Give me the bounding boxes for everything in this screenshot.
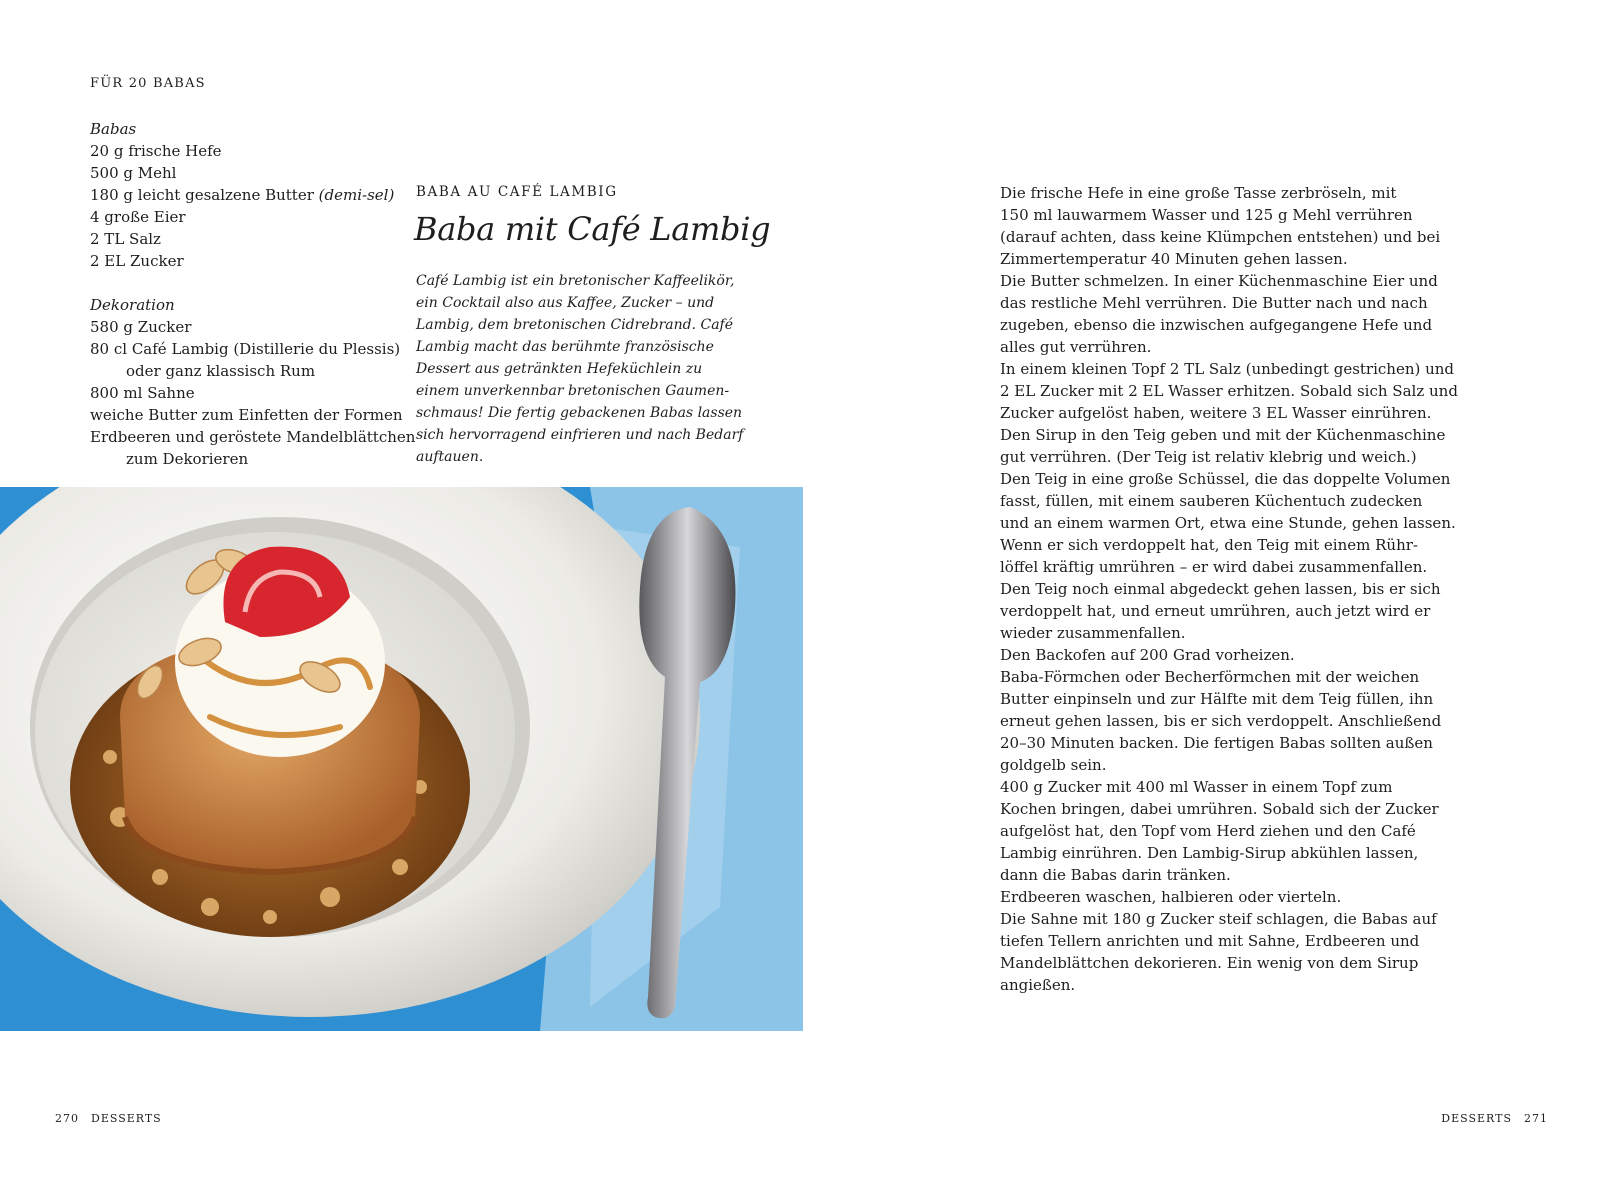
ingredient-item: 2 EL Zucker [90, 252, 184, 270]
method-line: 400 g Zucker mit 400 ml Wasser in einem Topf zum [1000, 778, 1393, 796]
method-line: Zucker aufgelöst haben, weitere 3 EL Wasser einrühren. [1000, 404, 1432, 422]
ingredient-item-continued: zum Dekorieren [126, 450, 249, 468]
method-line: löffel kräftig umrühren – er wird dabei zusammenfallen. [1000, 558, 1428, 576]
page-number-right: 271 [1524, 1112, 1548, 1125]
ingredient-item: weiche Butter zum Einfetten der Formen [90, 406, 403, 424]
method-line: Die frische Hefe in eine große Tasse zerbröseln, mit [1000, 184, 1397, 202]
intro-line: Café Lambig ist ein bretonischer Kaffeelikör, [416, 273, 735, 289]
ingredient-item-continued: oder ganz klassisch Rum [126, 362, 316, 380]
method-line: alles gut verrühren. [1000, 338, 1152, 356]
page-number-left: 270 [55, 1112, 79, 1125]
recipe-title: Baba mit Café Lambig [414, 210, 771, 248]
recipe-kicker: BABA AU CAFÉ LAMBIG [416, 184, 618, 200]
method-line: Zimmertemperatur 40 Minuten gehen lassen. [1000, 250, 1348, 268]
group-title-dekoration: Dekoration [90, 296, 175, 314]
method-line: Den Teig noch einmal abgedeckt gehen lassen, bis er sich [1000, 580, 1441, 598]
intro-line: Dessert aus getränkten Hefeküchlein zu [416, 361, 703, 377]
method-line: Lambig einrühren. Den Lambig-Sirup abkühlen lassen, [1000, 844, 1419, 862]
intro-line: einem unverkennbar bretonischen Gaumen- [416, 383, 730, 399]
method-line: Die Butter schmelzen. In einer Küchenmaschine Eier und [1000, 272, 1438, 290]
method-line: 150 ml lauwarmem Wasser und 125 g Mehl verrühren [1000, 206, 1413, 224]
method-line: angießen. [1000, 976, 1076, 994]
ingredient-item: 4 große Eier [90, 208, 186, 226]
method-line: goldgelb sein. [1000, 756, 1107, 774]
ingredient-item: 2 TL Salz [90, 230, 161, 248]
method-line: Kochen bringen, dabei umrühren. Sobald sich der Zucker [1000, 800, 1439, 818]
baba-photo [0, 487, 803, 1031]
method-line: wieder zusammenfallen. [1000, 624, 1186, 642]
method-line: Wenn er sich verdoppelt hat, den Teig mit einem Rühr- [1000, 536, 1418, 554]
ingredient-item: Erdbeeren und geröstete Mandelblättchen [90, 428, 416, 446]
method-line: Erdbeeren waschen, halbieren oder vierteln. [1000, 888, 1342, 906]
method-line: erneut gehen lassen, bis er sich verdoppelt. Anschließend [1000, 712, 1442, 730]
method-line: 20–30 Minuten backen. Die fertigen Babas sollten außen [1000, 734, 1433, 752]
method-line: zugeben, ebenso die inzwischen aufgegangene Hefe und [1000, 316, 1433, 334]
intro-line: schmaus! Die fertig gebackenen Babas lassen [416, 405, 743, 421]
ingredient-item: 20 g frische Hefe [90, 142, 222, 160]
method-line: Baba-Förmchen oder Becherförmchen mit der weichen [1000, 668, 1420, 686]
section-name-left: DESSERTS [91, 1112, 162, 1125]
method-line: Die Sahne mit 180 g Zucker steif schlagen, die Babas auf [1000, 910, 1437, 928]
ingredient-butter: 180 g leicht gesalzene Butter [90, 186, 314, 204]
ingredients-list [90, 118, 416, 470]
ingredient-item: 500 g Mehl [90, 164, 177, 182]
method-text [1000, 182, 1458, 996]
method-line: tiefen Tellern anrichten und mit Sahne, Erdbeeren und [1000, 932, 1420, 950]
ingredient-item: 80 cl Café Lambig (Distillerie du Plessis) [90, 340, 401, 358]
method-line: In einem kleinen Topf 2 TL Salz (unbedingt gestrichen) und [1000, 360, 1455, 378]
ingredient-item: 800 ml Sahne [90, 384, 195, 402]
method-line: 2 EL Zucker mit 2 EL Wasser erhitzen. Sobald sich Salz und [1000, 382, 1458, 400]
intro-line: auftauen. [416, 449, 484, 465]
method-line: gut verrühren. (Der Teig ist relativ klebrig und weich.) [1000, 448, 1417, 466]
ingredient-butter-note: (demi-sel) [318, 186, 395, 204]
method-line: Mandelblättchen dekorieren. Ein wenig von dem Sirup [1000, 954, 1419, 972]
ingredient-item: 580 g Zucker [90, 318, 192, 336]
footer-right [1441, 1112, 1548, 1125]
recipe-intro [416, 270, 744, 468]
method-line: (darauf achten, dass keine Klümpchen entstehen) und bei [1000, 228, 1441, 246]
serves-heading: FÜR 20 BABAS [90, 76, 206, 91]
method-line: Den Sirup in den Teig geben und mit der Küchenmaschine [1000, 426, 1446, 444]
intro-line: Lambig, dem bretonischen Cidrebrand. Café [416, 317, 734, 333]
intro-line: Lambig macht das berühmte französische [416, 339, 714, 355]
section-name-right: DESSERTS [1441, 1112, 1512, 1125]
method-line: Butter einpinseln und zur Hälfte mit dem Teig füllen, ihn [1000, 690, 1434, 708]
method-line: und an einem warmen Ort, etwa eine Stunde, gehen lassen. [1000, 514, 1456, 532]
method-line: aufgelöst hat, den Topf vom Herd ziehen und den Café [1000, 822, 1416, 840]
intro-line: ein Cocktail also aus Kaffee, Zucker – und [416, 295, 715, 311]
method-line: fasst, füllen, mit einem sauberen Küchentuch zudecken [1000, 492, 1423, 510]
ingredient-group-babas [90, 118, 395, 272]
method-line: Den Backofen auf 200 Grad vorheizen. [1000, 646, 1295, 664]
method-line: verdoppelt hat, und erneut umrühren, auch jetzt wird er [1000, 602, 1431, 620]
footer-left [55, 1112, 162, 1125]
method-line: Den Teig in eine große Schüssel, die das doppelte Volumen [1000, 470, 1451, 488]
ingredient-group-dekoration [90, 294, 416, 470]
method-line: dann die Babas darin tränken. [1000, 866, 1231, 884]
method-line: das restliche Mehl verrühren. Die Butter nach und nach [1000, 294, 1428, 312]
group-title-babas: Babas [90, 120, 137, 138]
intro-line: sich hervorragend einfrieren und nach Bedarf [416, 427, 744, 443]
ingredient-item [90, 184, 395, 206]
